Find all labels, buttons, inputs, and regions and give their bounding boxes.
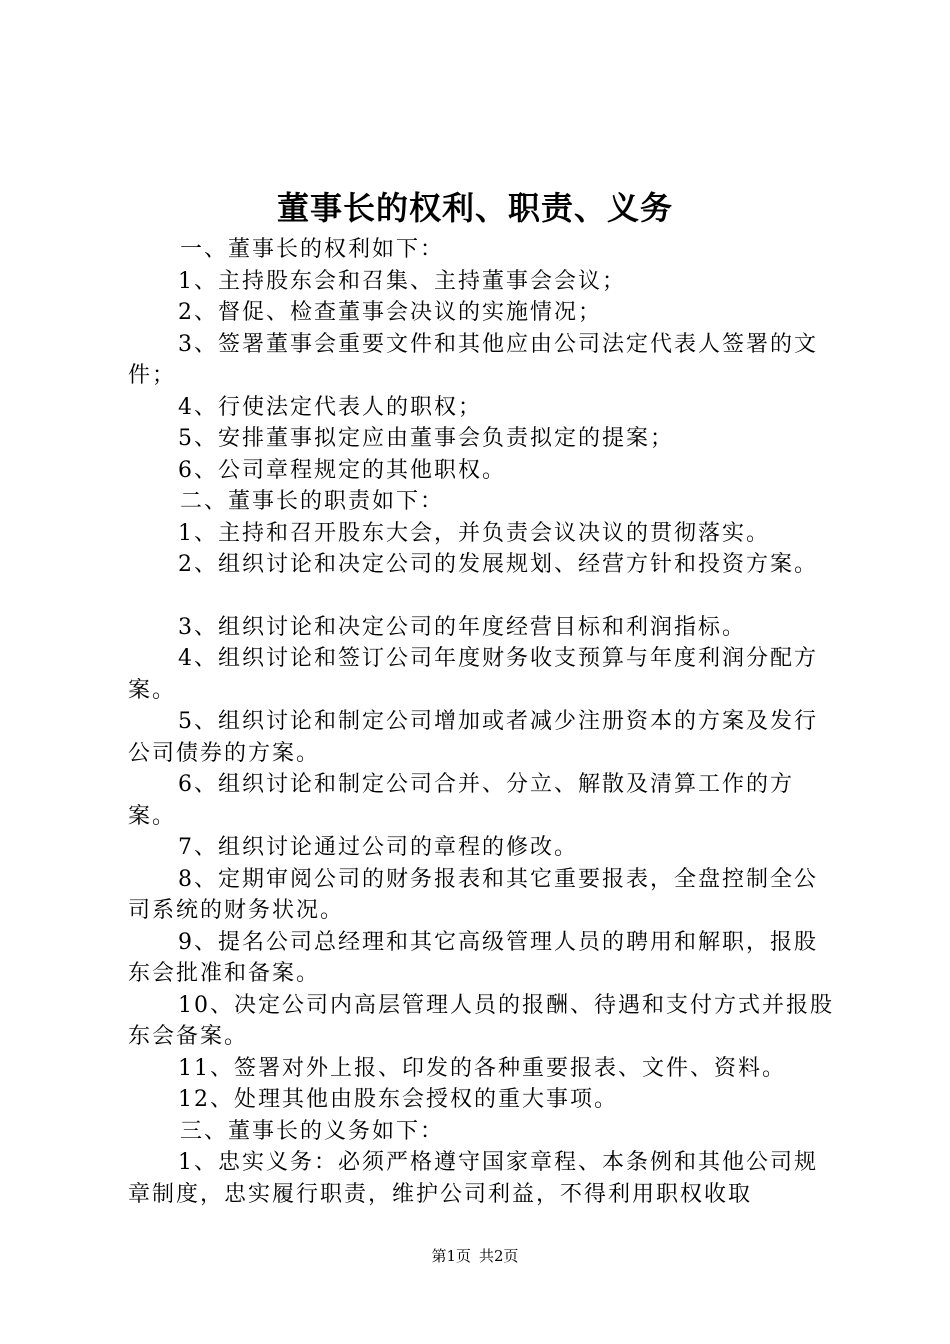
document-body [128,234,838,1210]
paragraph: 12、处理其他由股东会授权的重大事项。 [178,1087,618,1112]
paragraph: 1、主持和召开股东大会，并负责会议决议的贯彻落实。 [178,520,770,546]
paragraph: 11、签署对外上报、印发的各种重要报表、文件、资料。 [178,1055,786,1081]
paragraph: 7、组织讨论通过公司的章程的修改。 [178,835,578,860]
paragraph: 2、组织讨论和决定公司的发展规划、经营方针和投资方案。 [178,552,818,577]
paragraph: 10、决定公司内高层管理人员的报酬、待遇和支付方式并报股东会备案。 [128,992,834,1049]
paragraph: 9、提名公司总经理和其它高级管理人员的聘用和解职，报股东会批准和备案。 [128,929,818,986]
paragraph: 5、安排董事拟定应由董事会负责拟定的提案； [178,426,674,451]
paragraph: 8、定期审阅公司的财务报表和其它重要报表，全盘控制全公司系统的财务状况。 [128,866,818,923]
page-number: 第1页 [431,1247,471,1265]
page-footer [0,1246,950,1266]
paragraph: 3、组织讨论和决定公司的年度经营目标和利润指标。 [178,614,746,640]
paragraph: 6、公司章程规定的其他职权。 [178,457,506,483]
paragraph: 1、主持股东会和召集、主持董事会会议； [178,268,626,294]
page-total: 共2页 [479,1247,519,1265]
section-heading-rights: 一、董事长的权利如下： [180,237,445,262]
paragraph: 3、签署董事会重要文件和其他应由公司法定代表人签署的文件； [128,331,818,388]
paragraph: 2、督促、检查董事会决议的实施情况； [178,300,602,325]
section-heading-duties: 二、董事长的职责如下： [180,489,445,514]
paragraph: 1、忠实义务：必须严格遵守国家章程、本条例和其他公司规章制度，忠实履行职责，维护公司利益，不得利用职权收取 [128,1150,818,1207]
paragraph: 4、组织讨论和签订公司年度财务收支预算与年度利润分配方案。 [128,646,818,703]
document-title: 董事长的权利、职责、义务 [276,189,673,227]
paragraph: 6、组织讨论和制定公司合并、分立、解散及清算工作的方案。 [128,772,794,829]
section-heading-obligations: 三、董事长的义务如下： [180,1118,445,1144]
paragraph: 5、组织讨论和制定公司增加或者减少注册资本的方案及发行公司债券的方案。 [128,709,818,766]
paragraph: 4、行使法定代表人的职权； [178,394,482,420]
